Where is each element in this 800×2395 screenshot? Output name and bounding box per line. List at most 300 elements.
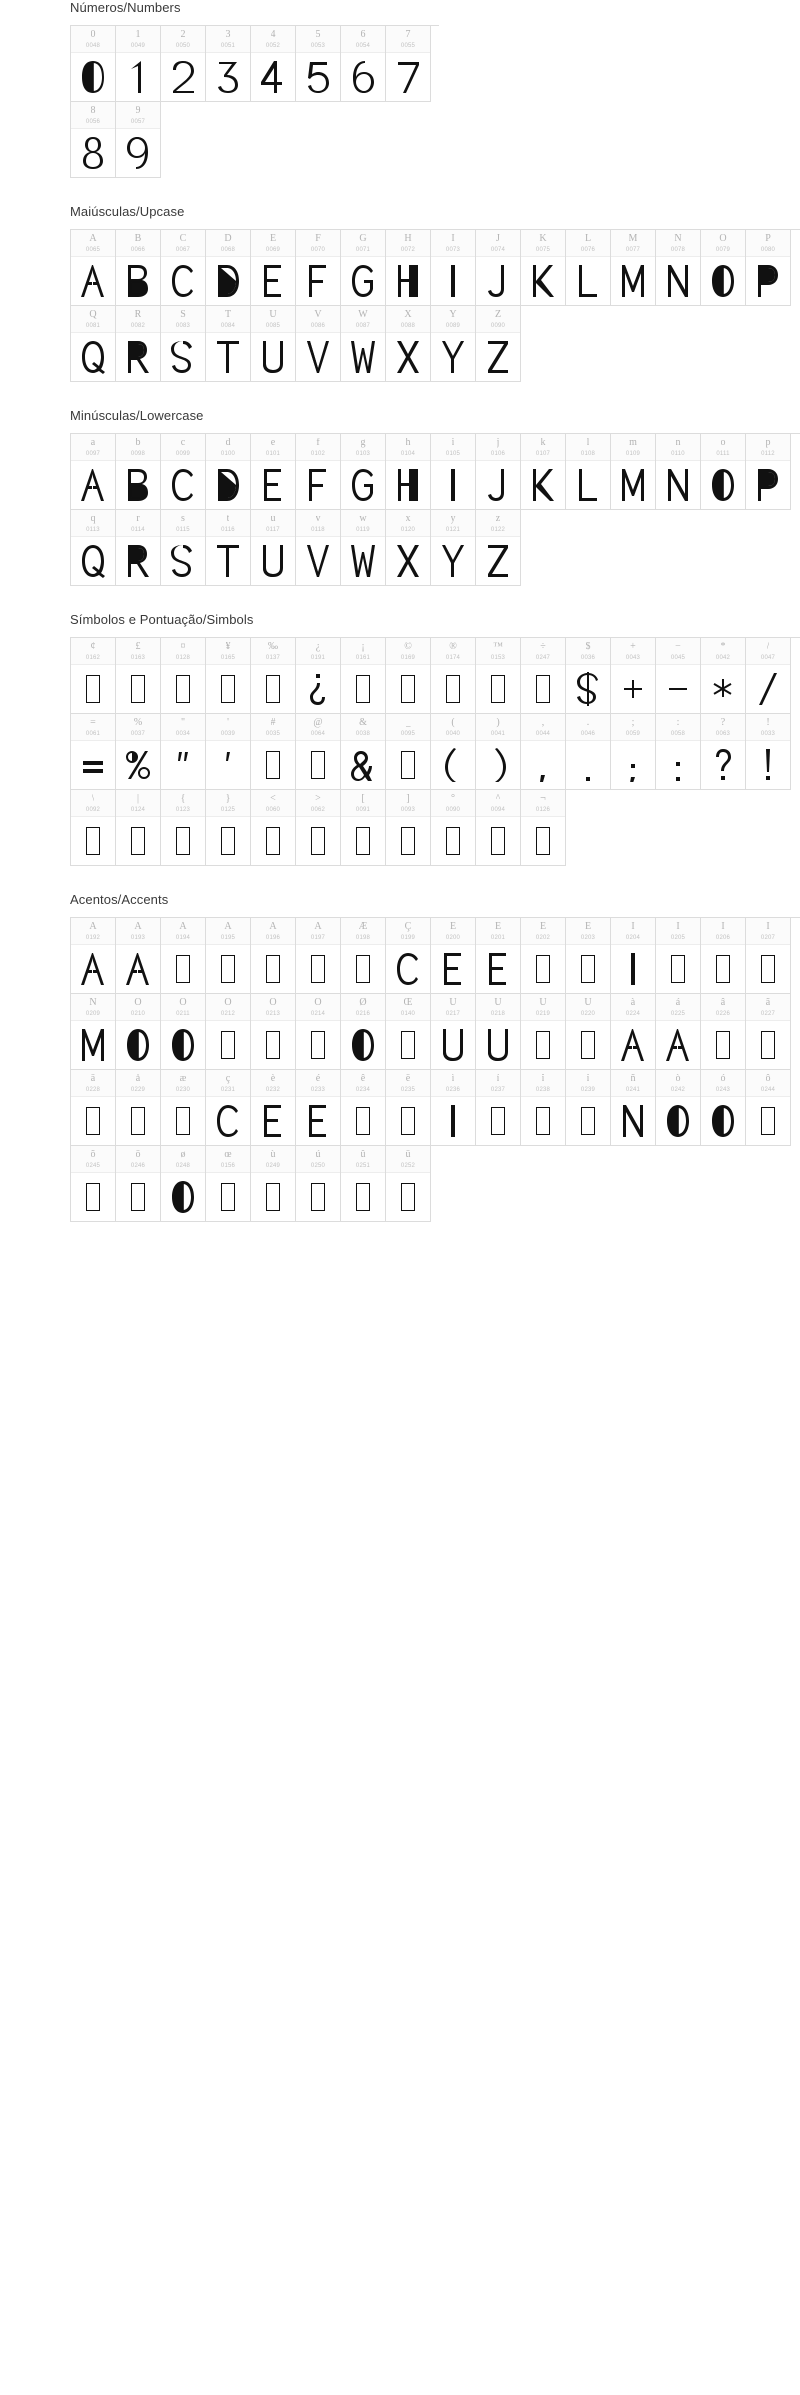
glyph-character: Å (314, 921, 322, 932)
glyph-preview (206, 53, 250, 101)
glyph-cell[interactable] (431, 1070, 476, 1146)
glyph-preview (566, 665, 610, 713)
glyph-preview (161, 461, 205, 509)
glyph-cell[interactable] (341, 26, 386, 102)
glyph-unicode: 0057 (130, 118, 146, 125)
notdef-box-icon (176, 675, 190, 703)
notdef-box-icon (311, 1183, 325, 1211)
glyph-character: Q (89, 309, 97, 320)
glyph-cell[interactable] (206, 510, 251, 586)
glyph-character: Û (539, 997, 547, 1008)
glyph-cell[interactable] (341, 638, 386, 714)
glyph-cell-header (746, 994, 790, 1021)
glyph-unicode: 0083 (175, 322, 191, 329)
glyph-cell-header (341, 714, 385, 741)
notdef-box-icon (761, 1031, 775, 1059)
glyph-character: { (180, 793, 186, 804)
glyph-cell[interactable] (386, 510, 431, 586)
glyph-cell-header (296, 714, 340, 741)
glyph-cell[interactable] (431, 230, 476, 306)
glyph-unicode: 0120 (400, 526, 416, 533)
glyph-cell[interactable] (746, 434, 791, 510)
glyph-cell-header (386, 714, 430, 741)
glyph-cell[interactable] (476, 434, 521, 510)
glyph-cell[interactable] (296, 306, 341, 382)
glyph-character: ò (675, 1073, 681, 1084)
glyph-cell-header (71, 510, 115, 537)
glyph-cell[interactable] (251, 714, 296, 790)
glyph-cell[interactable] (566, 1070, 611, 1146)
glyph-cell[interactable] (116, 1070, 161, 1146)
glyph-cell[interactable] (206, 26, 251, 102)
glyph-cell[interactable] (386, 994, 431, 1070)
glyph-preview (386, 1097, 430, 1145)
glyph-preview (71, 1173, 115, 1221)
glyph-unicode: 0091 (355, 806, 371, 813)
glyph-cell[interactable] (746, 994, 791, 1070)
glyph-cell[interactable] (656, 994, 701, 1070)
glyph-cell-header (431, 306, 475, 333)
glyph-cell[interactable] (611, 714, 656, 790)
glyph-cell[interactable] (251, 434, 296, 510)
glyph-character: j (496, 437, 500, 448)
glyph-character: Ü (584, 997, 592, 1008)
glyph-cell[interactable] (746, 230, 791, 306)
glyph-cell[interactable] (161, 638, 206, 714)
glyph-cell-header (386, 918, 430, 945)
glyph-cell[interactable] (161, 26, 206, 102)
glyph-cell-header (206, 790, 250, 817)
glyph-cell[interactable] (296, 1146, 341, 1222)
glyph-cell[interactable] (656, 434, 701, 510)
glyph-preview (521, 945, 565, 993)
glyph-section-numbers (0, 0, 800, 178)
notdef-box-icon (266, 1031, 280, 1059)
glyph-cell[interactable] (161, 918, 206, 994)
glyph-cell[interactable] (71, 26, 116, 102)
glyph-cell[interactable] (341, 1146, 386, 1222)
glyph-cell[interactable] (251, 638, 296, 714)
glyph-unicode: 0078 (670, 246, 686, 253)
glyph-cell[interactable] (521, 434, 566, 510)
glyph-cell[interactable] (476, 1070, 521, 1146)
glyph-cell[interactable] (341, 306, 386, 382)
glyph-cell[interactable] (251, 510, 296, 586)
glyph-character: G (359, 233, 367, 244)
glyph-cell-header (116, 434, 160, 461)
glyph-cell[interactable] (296, 714, 341, 790)
glyph-cell[interactable] (386, 230, 431, 306)
glyph-cell[interactable] (431, 510, 476, 586)
glyph-character: R (134, 309, 142, 320)
glyph-preview (521, 1097, 565, 1145)
glyph-cell[interactable] (386, 714, 431, 790)
glyph-cell[interactable] (656, 638, 701, 714)
glyph-preview (386, 537, 430, 585)
glyph-character: ( (451, 717, 455, 728)
glyph-unicode: 0191 (310, 654, 326, 661)
glyph-cell[interactable] (341, 994, 386, 1070)
notdef-box-icon (86, 1183, 100, 1211)
glyph-cell[interactable] (116, 102, 161, 178)
glyph-cell-header (116, 994, 160, 1021)
glyph-cell[interactable] (611, 918, 656, 994)
glyph-character: H (404, 233, 412, 244)
glyph-cell-header (746, 230, 790, 257)
glyph-cell[interactable] (71, 918, 116, 994)
glyph-character: . (586, 717, 590, 728)
glyph-cell[interactable] (251, 306, 296, 382)
glyph-cell-header (206, 510, 250, 537)
glyph-character: á (675, 997, 681, 1008)
glyph-cell[interactable] (116, 306, 161, 382)
glyph-cell[interactable] (566, 434, 611, 510)
glyph-preview (431, 665, 475, 713)
glyph-cell[interactable] (341, 230, 386, 306)
glyph-cell-header (296, 994, 340, 1021)
glyph-cell[interactable] (161, 510, 206, 586)
glyph-cell[interactable] (476, 510, 521, 586)
glyph-cell[interactable] (521, 790, 566, 866)
glyph-cell[interactable] (746, 918, 791, 994)
glyph-cell-header (431, 638, 475, 665)
glyph-cell[interactable] (386, 918, 431, 994)
glyph-character: ^ (495, 793, 501, 804)
glyph-cell[interactable] (521, 638, 566, 714)
glyph-cell-header (521, 918, 565, 945)
glyph-preview (386, 1173, 430, 1221)
glyph-cell[interactable] (71, 434, 116, 510)
glyph-cell[interactable] (566, 714, 611, 790)
glyph-cell[interactable] (71, 1146, 116, 1222)
glyph-character: © (404, 641, 412, 652)
glyph-cell[interactable] (431, 714, 476, 790)
glyph-character: Í (676, 921, 680, 932)
glyph-preview (206, 1097, 250, 1145)
glyph-unicode: 0061 (85, 730, 101, 737)
glyph-cell[interactable] (656, 714, 701, 790)
glyph-cell[interactable] (116, 1146, 161, 1222)
glyph-cell[interactable] (521, 994, 566, 1070)
glyph-cell-header (701, 434, 745, 461)
glyph-character: ° (451, 793, 455, 804)
glyph-unicode: 0245 (85, 1162, 101, 1169)
glyph-cell-header (296, 306, 340, 333)
glyph-cell-header (386, 1146, 430, 1173)
glyph-cell[interactable] (431, 434, 476, 510)
glyph-cell[interactable] (116, 994, 161, 1070)
glyph-cell[interactable] (206, 230, 251, 306)
glyph-unicode: 0121 (445, 526, 461, 533)
glyph-cell[interactable] (116, 510, 161, 586)
glyph-cell[interactable] (476, 918, 521, 994)
glyph-cell[interactable] (521, 230, 566, 306)
glyph-character: @ (313, 717, 323, 728)
glyph-cell[interactable] (476, 790, 521, 866)
glyph-cell[interactable] (251, 790, 296, 866)
glyph-cell-header (116, 1070, 160, 1097)
glyph-cell[interactable] (701, 638, 746, 714)
glyph-grid (70, 637, 800, 866)
glyph-cell[interactable] (431, 918, 476, 994)
glyph-cell-header (431, 434, 475, 461)
glyph-cell[interactable] (386, 1070, 431, 1146)
glyph-character: Æ (358, 921, 368, 932)
glyph-cell[interactable] (701, 714, 746, 790)
glyph-cell[interactable] (431, 790, 476, 866)
glyph-preview (611, 665, 655, 713)
glyph-cell[interactable] (566, 994, 611, 1070)
glyph-cell[interactable] (206, 714, 251, 790)
glyph-cell-header (476, 1070, 520, 1097)
glyph-character: Ë (584, 921, 592, 932)
glyph-unicode: 0248 (175, 1162, 191, 1169)
glyph-cell[interactable] (701, 1070, 746, 1146)
glyph-character: õ (90, 1149, 96, 1160)
glyph-cell[interactable] (161, 434, 206, 510)
notdef-box-icon (311, 1031, 325, 1059)
glyph-cell[interactable] (701, 918, 746, 994)
glyph-cell[interactable] (341, 510, 386, 586)
glyph-cell[interactable] (116, 230, 161, 306)
glyph-unicode: 0077 (625, 246, 641, 253)
glyph-preview (161, 945, 205, 993)
glyph-cell[interactable] (161, 790, 206, 866)
glyph-unicode: 0100 (220, 450, 236, 457)
glyph-character: , (541, 717, 545, 728)
glyph-cell[interactable] (386, 434, 431, 510)
glyph-preview (476, 665, 520, 713)
glyph-cell[interactable] (341, 434, 386, 510)
glyph-cell[interactable] (611, 994, 656, 1070)
glyph-cell[interactable] (746, 638, 791, 714)
glyph-cell[interactable] (476, 714, 521, 790)
glyph-unicode: 0036 (580, 654, 596, 661)
glyph-cell[interactable] (206, 994, 251, 1070)
glyph-unicode: 0162 (85, 654, 101, 661)
glyph-cell[interactable] (251, 994, 296, 1070)
glyph-cell[interactable] (566, 638, 611, 714)
glyph-preview (566, 1021, 610, 1069)
glyph-cell[interactable] (116, 638, 161, 714)
glyph-preview (476, 461, 520, 509)
glyph-cell[interactable] (251, 26, 296, 102)
glyph-cell[interactable] (161, 1146, 206, 1222)
glyph-cell[interactable] (251, 1070, 296, 1146)
glyph-unicode: 0111 (716, 450, 730, 457)
glyph-unicode: 0244 (760, 1086, 776, 1093)
glyph-cell[interactable] (746, 1070, 791, 1146)
glyph-cell[interactable] (476, 230, 521, 306)
glyph-cell[interactable] (116, 918, 161, 994)
glyph-cell[interactable] (386, 26, 431, 102)
glyph-cell[interactable] (521, 918, 566, 994)
glyph-cell[interactable] (386, 1146, 431, 1222)
glyph-character: î (541, 1073, 545, 1084)
glyph-unicode: 0201 (490, 934, 506, 941)
glyph-character: Ô (224, 997, 232, 1008)
glyph-section-upcase (0, 204, 800, 382)
glyph-cell[interactable] (206, 306, 251, 382)
glyph-cell[interactable] (71, 510, 116, 586)
glyph-cell-header (386, 230, 430, 257)
notdef-box-icon (401, 1031, 415, 1059)
glyph-cell-header (611, 434, 655, 461)
glyph-character: å (135, 1073, 141, 1084)
glyph-character: m (629, 437, 637, 448)
notdef-box-icon (401, 675, 415, 703)
glyph-character: / (766, 641, 770, 652)
glyph-character: o (720, 437, 726, 448)
glyph-cell[interactable] (521, 1070, 566, 1146)
glyph-cell[interactable] (656, 230, 701, 306)
notdef-box-icon (581, 955, 595, 983)
glyph-character: N (674, 233, 682, 244)
glyph-unicode: 0163 (130, 654, 146, 661)
glyph-cell[interactable] (71, 714, 116, 790)
glyph-cell[interactable] (206, 790, 251, 866)
glyph-cell[interactable] (701, 994, 746, 1070)
glyph-preview (71, 537, 115, 585)
notdef-box-icon (86, 675, 100, 703)
glyph-character: â (720, 997, 726, 1008)
glyph-preview (386, 461, 430, 509)
glyph-cell[interactable] (431, 306, 476, 382)
glyph-cell[interactable] (296, 638, 341, 714)
glyph-cell[interactable] (611, 638, 656, 714)
glyph-unicode: 0114 (131, 526, 145, 533)
glyph-unicode: 0193 (130, 934, 146, 941)
glyph-cell[interactable] (251, 918, 296, 994)
glyph-cell[interactable] (296, 510, 341, 586)
glyph-preview (116, 665, 160, 713)
glyph-cell[interactable] (71, 306, 116, 382)
glyph-cell[interactable] (71, 638, 116, 714)
glyph-cell[interactable] (566, 918, 611, 994)
glyph-cell[interactable] (296, 994, 341, 1070)
glyph-preview (521, 1021, 565, 1069)
glyph-preview (116, 53, 160, 101)
glyph-cell[interactable] (161, 714, 206, 790)
glyph-cell[interactable] (71, 790, 116, 866)
glyph-cell[interactable] (206, 1070, 251, 1146)
glyph-preview (116, 461, 160, 509)
glyph-cell-header (161, 306, 205, 333)
notdef-box-icon (581, 1031, 595, 1059)
glyph-cell[interactable] (476, 638, 521, 714)
glyph-cell[interactable] (206, 918, 251, 994)
glyph-cell[interactable] (71, 994, 116, 1070)
glyph-preview (116, 741, 160, 789)
glyph-cell[interactable] (161, 1070, 206, 1146)
glyph-cell[interactable] (71, 102, 116, 178)
glyph-cell[interactable] (251, 230, 296, 306)
glyph-cell[interactable] (566, 230, 611, 306)
glyph-cell[interactable] (296, 230, 341, 306)
glyph-cell[interactable] (206, 434, 251, 510)
glyph-unicode: 0209 (85, 1010, 101, 1017)
glyph-unicode: 0237 (490, 1086, 506, 1093)
glyph-cell[interactable] (431, 994, 476, 1070)
glyph-cell[interactable] (161, 994, 206, 1070)
glyph-cell[interactable] (611, 230, 656, 306)
glyph-cell[interactable] (341, 714, 386, 790)
glyph-cell[interactable] (476, 306, 521, 382)
glyph-preview (206, 537, 250, 585)
glyph-cell[interactable] (206, 638, 251, 714)
glyph-character: Ì (631, 921, 635, 932)
glyph-cell[interactable] (71, 1070, 116, 1146)
glyph-cell-header (386, 638, 430, 665)
glyph-cell[interactable] (386, 790, 431, 866)
glyph-character: O (719, 233, 727, 244)
glyph-cell[interactable] (386, 638, 431, 714)
glyph-preview (161, 1173, 205, 1221)
glyph-cell[interactable] (701, 230, 746, 306)
glyph-cell[interactable] (116, 714, 161, 790)
glyph-unicode: 0229 (130, 1086, 146, 1093)
glyph-cell-header (71, 714, 115, 741)
glyph-cell[interactable] (296, 918, 341, 994)
glyph-cell[interactable] (656, 1070, 701, 1146)
glyph-cell-header (431, 714, 475, 741)
glyph-preview (251, 461, 295, 509)
glyph-cell[interactable] (611, 1070, 656, 1146)
glyph-cell[interactable] (476, 994, 521, 1070)
glyph-preview (431, 537, 475, 585)
glyph-cell-header (296, 790, 340, 817)
glyph-cell[interactable] (746, 714, 791, 790)
notdef-box-icon (311, 751, 325, 779)
glyph-cell[interactable] (296, 790, 341, 866)
glyph-cell[interactable] (206, 1146, 251, 1222)
glyph-cell-header (296, 434, 340, 461)
glyph-cell[interactable] (296, 26, 341, 102)
glyph-cell[interactable] (386, 306, 431, 382)
glyph-preview (116, 1021, 160, 1069)
glyph-character: M (628, 233, 638, 244)
glyph-cell[interactable] (656, 918, 701, 994)
glyph-cell[interactable] (521, 714, 566, 790)
glyph-cell[interactable] (116, 790, 161, 866)
glyph-unicode: 0055 (400, 42, 416, 49)
glyph-unicode: 0094 (490, 806, 506, 813)
glyph-cell[interactable] (296, 434, 341, 510)
glyph-cell[interactable] (341, 790, 386, 866)
glyph-cell[interactable] (296, 1070, 341, 1146)
glyph-cell[interactable] (116, 434, 161, 510)
glyph-preview (656, 461, 700, 509)
glyph-cell[interactable] (161, 230, 206, 306)
glyph-cell[interactable] (611, 434, 656, 510)
glyph-cell[interactable] (701, 434, 746, 510)
glyph-cell[interactable] (251, 1146, 296, 1222)
glyph-character: L (584, 233, 592, 244)
glyph-cell[interactable] (161, 306, 206, 382)
glyph-cell[interactable] (431, 638, 476, 714)
glyph-unicode: 0216 (355, 1010, 371, 1017)
glyph-cell[interactable] (116, 26, 161, 102)
glyph-cell-header (251, 790, 295, 817)
glyph-cell-header (71, 26, 115, 53)
glyph-preview (656, 741, 700, 789)
glyph-cell[interactable] (341, 918, 386, 994)
glyph-preview (341, 461, 385, 509)
glyph-cell-header (161, 994, 205, 1021)
notdef-box-icon (401, 1107, 415, 1135)
glyph-cell[interactable] (341, 1070, 386, 1146)
glyph-cell[interactable] (71, 230, 116, 306)
